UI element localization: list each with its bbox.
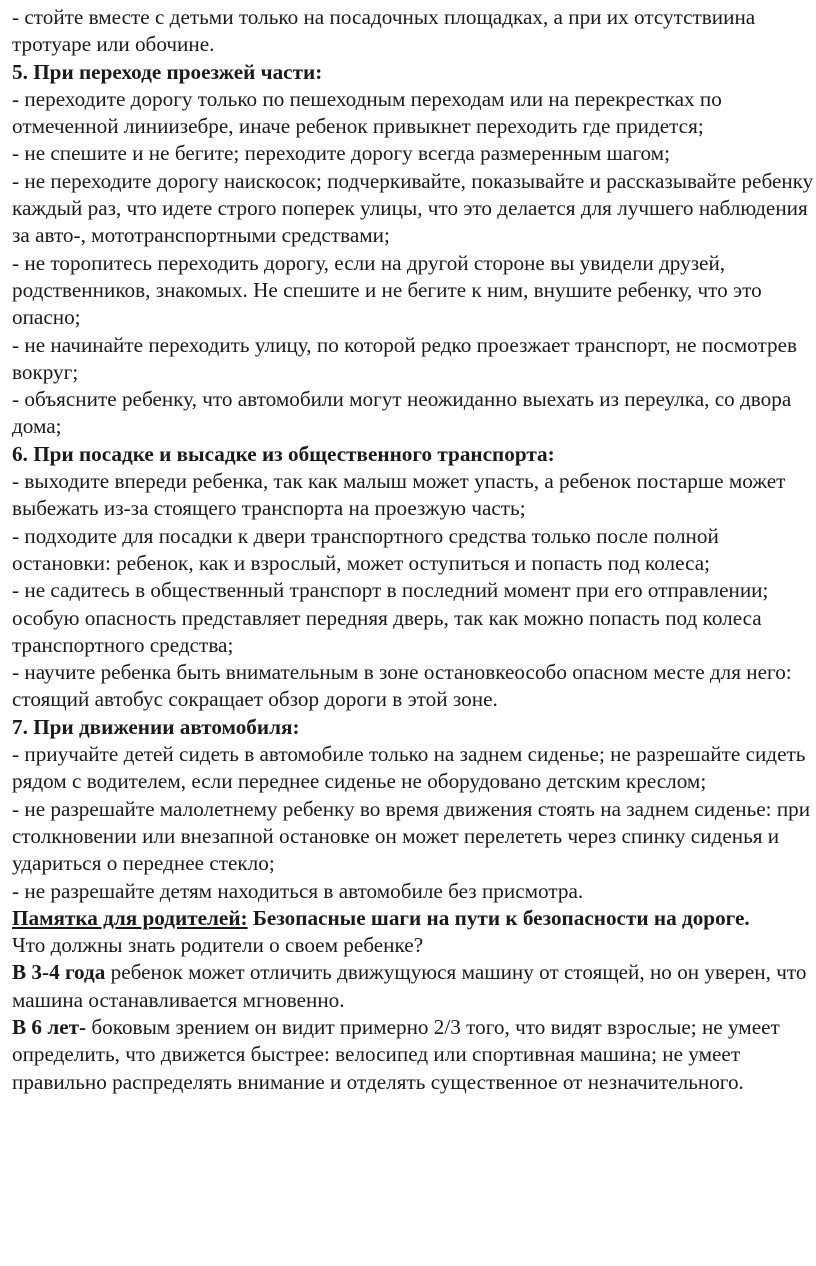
paragraph: - не разрешайте малолетнему ребенку во время движения стоять на заднем сиденье: при столкновении или внезапной остановке он может перелететь через спинку сиденья и удариться о переднее стекло; [12, 796, 811, 876]
age-label: В 3-4 года [12, 960, 106, 985]
paragraph: - не начинайте переходить улицу, по которой редко проезжает транспорт, не посмотрев вокруг; [12, 332, 797, 384]
paragraph: - приучайте детей сидеть в автомобиле только на заднем сиденье; не разрешайте сидеть рядом с водителем, если переднее сиденье не оборудовано детским креслом; [12, 742, 806, 794]
age-text: ребенок может отличить движущуюся машину от стоящей, но он уверен, что машина останавливается мгновенно. [12, 960, 807, 1012]
paragraph: - переходите дорогу только по пешеходным переходам или на перекрестках по отмеченной линиизебре, иначе ребенок привыкнет переходить где придется; [12, 86, 722, 139]
section-heading: 7. При движении автомобиля: [12, 714, 300, 739]
memo-heading [2, 905, 816, 932]
paragraph: - не садитесь в общественный транспорт в последний момент при его отправлении; особую опасность представляет передняя дверь, так как можно попасть под колеса транспортного средства; [12, 578, 769, 657]
age-label: В 6 лет- [12, 1014, 87, 1039]
paragraph: - выходите впереди ребенка, так как малыш может упасть, а ребенок постарше может выбежать из-за стоящего транспорта на проезжую часть; [12, 469, 786, 521]
question-text: Что должны знать родители о своем ребенке? [12, 933, 424, 958]
paragraph: - не разрешайте детям находиться в автомобиле без присмотра. [12, 878, 584, 903]
memo-title: Памятка для родителей: [12, 905, 248, 930]
paragraph: - объясните ребенку, что автомобили могут неожиданно выехать из переулка, со двора дома; [12, 387, 792, 439]
paragraph: - подходите для посадки к двери транспортного средства только после полной остановки: ребенок, как и взрослый, может оступиться и попасть под колеса; [12, 523, 719, 575]
age-paragraph [2, 959, 816, 1014]
paragraph: - научите ребенка быть внимательным в зоне остановкеособо опасном месте для него: стоящий автобус сокращает обзор дороги в этой зоне. [12, 660, 792, 712]
paragraph: - не переходите дорогу наискосок; подчеркивайте, показывайте и рассказывайте ребенку каждый раз, что идете строго поперек улицы, что это делается для лучшего наблюдения за авто-, мототранспортными средствами; [12, 168, 814, 248]
age-paragraph [2, 1014, 816, 1096]
memo-subtitle: Безопасные шаги на пути к безопасности на дороге. [247, 905, 750, 930]
section-heading: 6. При посадке и высадке из общественного транспорта: [12, 441, 555, 466]
paragraph: - стойте вместе с детьми только на посадочных площадках, а при их отсутствиина тротуаре или обочине. [12, 5, 756, 57]
paragraph: - не спешите и не бегите; переходите дорогу всегда размеренным шагом; [12, 141, 670, 166]
paragraph: - не торопитесь переходить дорогу, если на другой стороне вы увидели друзей, родственников, знакомых. Не спешите и не бегите к ним, внушите ребенку, что это опасно; [12, 250, 762, 330]
age-text: боковым зрением он видит примерно 2/3 того, что видят взрослые; не умеет определить, что движется быстрее: велосипед или спортивная машина; не умеет правильно распределять внимание и отделять существенное от незначительного. [12, 1014, 780, 1094]
section-heading: 5. При переходе проезжей части: [12, 59, 323, 84]
